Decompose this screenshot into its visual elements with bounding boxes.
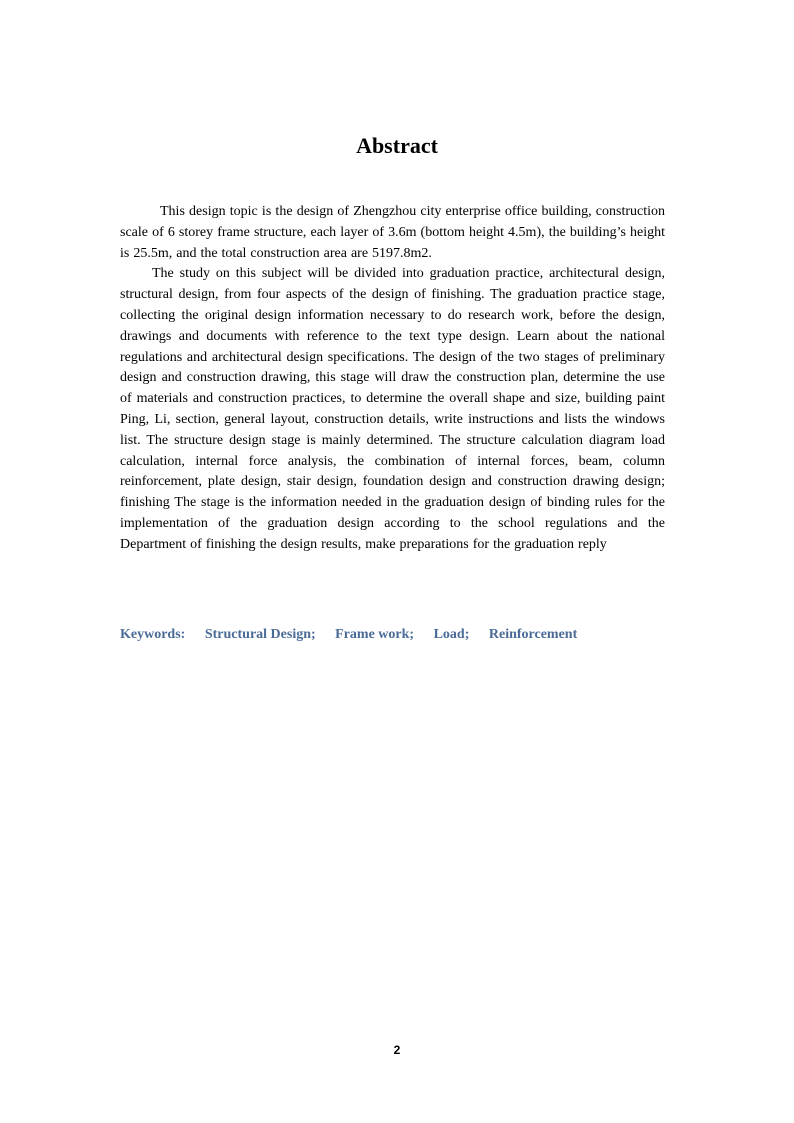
keyword-reinforcement: Reinforcement [488,627,578,642]
abstract-body [120,202,665,556]
abstract-paragraph-2: The study on this subject will be divided into graduation practice, architectural design, structural design, from four aspects of the design of finishing. The graduation practice stage, collecting the original design information necessary to do research work, before the design, drawings and documents with reference to the text type design. Learn about the national regulations and architectural design specifications. The design of the two stages of preliminary design and construction drawing, this stage will draw the construction plan, determine the use of materials and construction practices, to determine the overall shape and size, building paint Ping, Li, section, general layout, construction details, write instructions and lists the windows list. The structure design stage is mainly determined. The structure calculation diagram load calculation, internal force analysis, the combination of internal forces, beam, column reinforcement, plate design, stair design, foundation design and construction drawing design; finishing The stage is the information needed in the graduation design of binding rules for the implementation of the graduation design according to the school regulations and the Department of finishing the design results, make preparations for the graduation reply [120,266,665,552]
keyword-frame-work: Frame work; [335,627,415,642]
abstract-paragraph-1: This design topic is the design of Zhengzhou city enterprise office building, construction scale of 6 storey frame structure, each layer of 3.6m (bottom height 4.5m), the building’s height is 25.5m, and the total construction area are 5197.8m2. [120,204,665,261]
keywords-label: Keywords: [120,627,186,642]
keyword-structural-design: Structural Design; [204,627,316,642]
keywords-line [120,627,680,643]
page-title: Abstract [356,133,438,158]
keyword-load: Load; [433,627,470,642]
page-number: 2 [393,1043,401,1057]
